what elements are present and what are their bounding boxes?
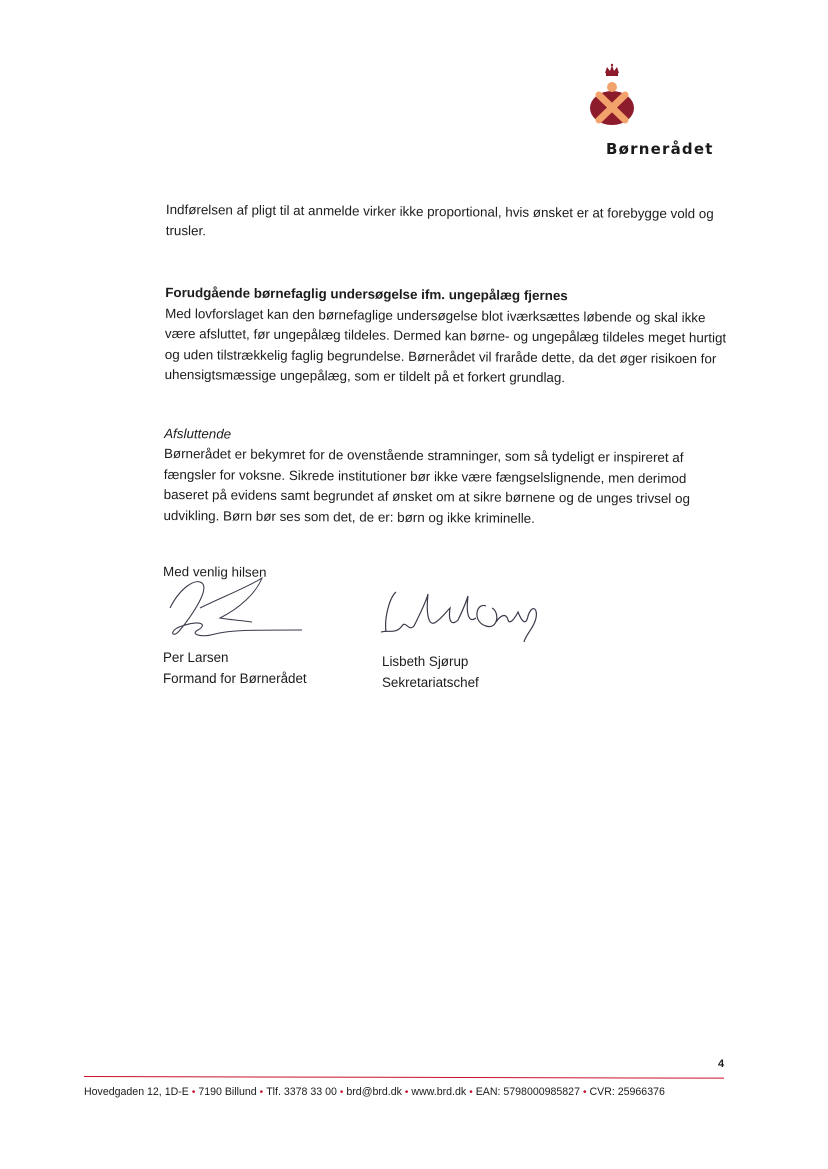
bullet-icon: • — [339, 1087, 344, 1098]
bullet-icon: • — [404, 1087, 409, 1098]
signature-per-larsen — [160, 568, 310, 648]
section-paragraph-investigation: Med lovforslaget kan den børnefaglige undersøgelse blot iværksættes løbende og skal ikke være afsluttet, før ungepålæg tildeles. Dermed kan børne- og ungepålæg tildeles meget hurtigt og uden tilstrækkelig faglig begrundelse. Børnerådet vil fraråde dette, da det øger risikoen for uhensigtsmæssige ungepålæg, som er tildelt på et forkert grundlag. — [164, 305, 727, 386]
footer-phone: Tlf. 3378 33 00 — [266, 1086, 337, 1098]
bullet-icon: • — [582, 1087, 587, 1098]
bullet-icon: • — [191, 1087, 196, 1098]
signer-name: Per Larsen — [163, 650, 229, 665]
org-name: Børnerådet — [606, 140, 714, 158]
letter-body — [163, 200, 732, 587]
footer-divider — [84, 1076, 724, 1079]
crown-icon — [605, 64, 619, 76]
section-heading-closing: Afsluttende — [164, 425, 232, 442]
signer-name: Lisbeth Sjørup — [382, 654, 469, 669]
borneradet-logo — [572, 62, 652, 132]
intro-paragraph: Indførelsen af pligt til at anmelde virker ikke proportional, hvis ønsket er at forebygge vold og trusler. — [165, 201, 714, 238]
signer-per-larsen — [163, 648, 307, 689]
signature-lisbeth-sjorup — [376, 582, 546, 652]
footer-ean: EAN: 5798000985827 — [475, 1086, 580, 1098]
signature-area — [160, 560, 560, 700]
closing-greeting: Med venlig hilsen — [163, 563, 267, 580]
footer-contact — [84, 1086, 724, 1098]
footer-cvr: CVR: 25966376 — [589, 1086, 665, 1098]
signer-title: Formand for Børnerådet — [163, 670, 307, 686]
footer-city: 7190 Billund — [198, 1086, 257, 1098]
bullet-icon: • — [469, 1087, 473, 1098]
page-number: 4 — [718, 1058, 725, 1070]
bullet-icon: • — [259, 1087, 264, 1098]
section-paragraph-closing: Børnerådet er bekymret for de ovenstående stramninger, som så tydeligt er inspireret af fængsler for voksne. Sikrede institutioner bør ikke være fængselslignende, men derimod baseret på evidens samt begrundet af ønsket om at sikre børnene og de unges trivsel og udvikling. Børn bør ses som det, de er: børn og ikke kriminelle. — [163, 445, 690, 526]
signer-lisbeth-sjorup — [382, 652, 479, 693]
footer-address: Hovedgaden 12, 1D-E — [84, 1086, 189, 1098]
signer-title: Sekretariatschef — [382, 674, 479, 690]
footer-email: brd@brd.dk — [346, 1086, 402, 1098]
footer-web: www.brd.dk — [411, 1086, 467, 1098]
section-heading-investigation: Forudgående børnefaglig undersøgelse ifm. ungepålæg fjernes — [165, 284, 568, 304]
